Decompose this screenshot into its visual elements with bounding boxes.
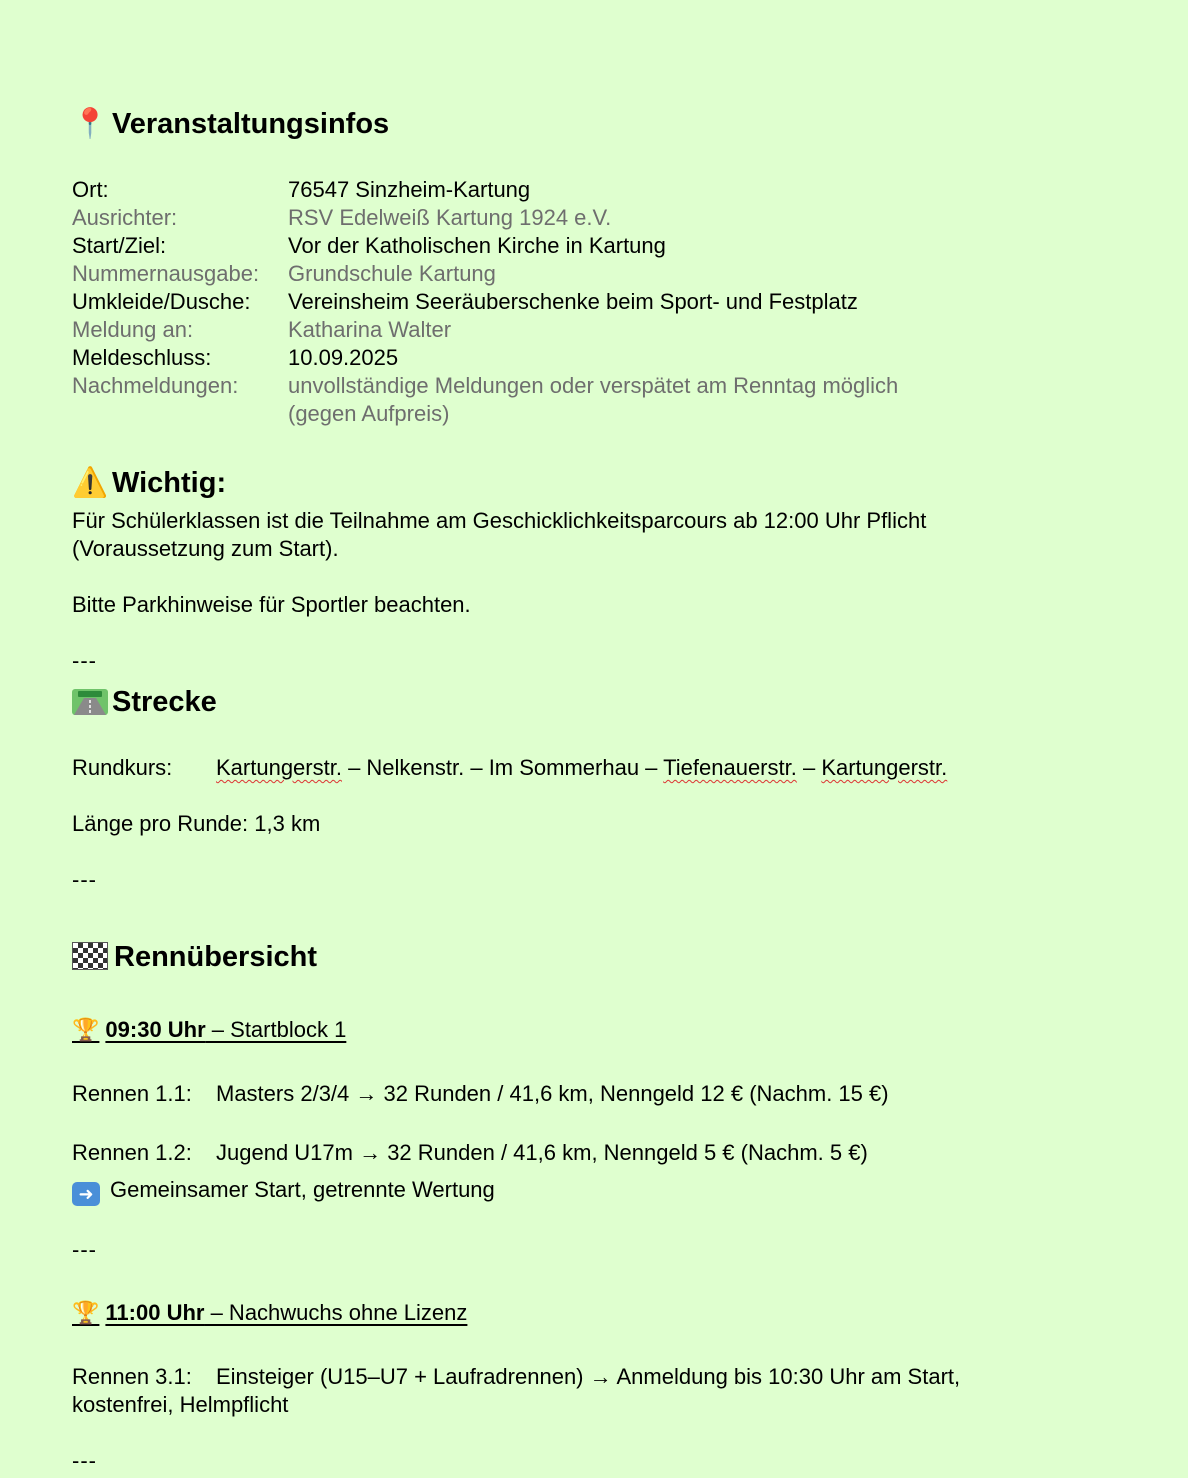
important-line-3: Bitte Parkhinweise für Sportler beachten. [72,592,471,617]
separator: --- [72,1237,97,1262]
separator: --- [72,867,97,892]
race-3-1: Rennen 3.1: Einsteiger (U15–U7 + Laufradrennen) → Anmeldung bis 10:30 Uhr am Start, [72,1364,961,1389]
route-line [72,754,947,782]
info-row-ausrichter: Ausrichter: RSV Edelweiß Kartung 1924 e.V. [72,205,612,230]
section-heading-event-info: 📍 Veranstaltungsinfos [72,108,390,140]
race-block-1-heading: 🏆 09:30 Uhr – Startblock 1 [72,1017,347,1042]
motorway-icon [72,689,108,715]
race-3-1-cont: kostenfrei, Helmpflicht [72,1392,289,1417]
route-length: Länge pro Runde: 1,3 km [72,811,321,836]
trophy-icon: 🏆 [72,1017,100,1042]
checkered-flag-icon [72,942,108,970]
important-line-2: (Voraussetzung zum Start). [72,536,339,561]
route-label: Rundkurs: [72,755,173,780]
important-line-1: Für Schülerklassen ist die Teilnahme am Geschicklichkeitsparcours ab 12:00 Uhr Pflicht [72,508,927,533]
info-row-ort: Ort: 76547 Sinzheim-Kartung [72,177,531,202]
info-row-meldung: Meldung an: Katharina Walter [72,317,452,342]
route-street-4: – [796,755,822,780]
section-heading-races: Rennübersicht [72,939,317,975]
right-arrow-icon: ➜ [72,1182,100,1206]
race-block-1-note: ➜ Gemeinsamer Start, getrennte Wertung [72,1176,495,1206]
route-street-3: Tiefenauerstr. [663,755,797,780]
route-street-1: Kartungerstr. [216,755,342,780]
race-block-2-heading: 🏆 11:00 Uhr – Nachwuchs ohne Lizenz [72,1300,468,1325]
section-heading-route: Strecke [72,684,217,720]
separator: --- [72,648,97,673]
event-info-table [72,176,898,428]
trophy-icon: 🏆 [72,1300,100,1325]
race-1-2: Rennen 1.2: Jugend U17m → 32 Runden / 41,6 km, Nenngeld 5 € (Nachm. 5 €) [72,1140,868,1165]
warning-icon: ⚠️ [72,467,109,499]
section-heading-important: ⚠️ Wichtig: [72,467,227,499]
route-street-2: – Nelkenstr. – Im Sommerhau – [341,755,664,780]
info-row-umkleide: Umkleide/Dusche: Vereinsheim Seeräuberschenke beim Sport- und Festplatz [72,289,858,314]
info-row-nummernausgabe: Nummernausgabe: Grundschule Kartung [72,261,496,286]
info-row-meldeschluss: Meldeschluss: 10.09.2025 [72,345,399,370]
route-street-5: Kartungerstr. [821,755,948,780]
separator: --- [72,1448,97,1473]
pushpin-icon: 📍 [72,108,109,140]
race-1-1: Rennen 1.1: Masters 2/3/4 → 32 Runden / 41,6 km, Nenngeld 12 € (Nachm. 15 €) [72,1081,889,1106]
info-row-nachmeldungen: Nachmeldungen: unvollständige Meldungen oder verspätet am Renntag möglich (gegen Aufpreis) [72,373,899,426]
info-row-start-ziel: Start/Ziel: Vor der Katholischen Kirche in Kartung [72,233,666,258]
